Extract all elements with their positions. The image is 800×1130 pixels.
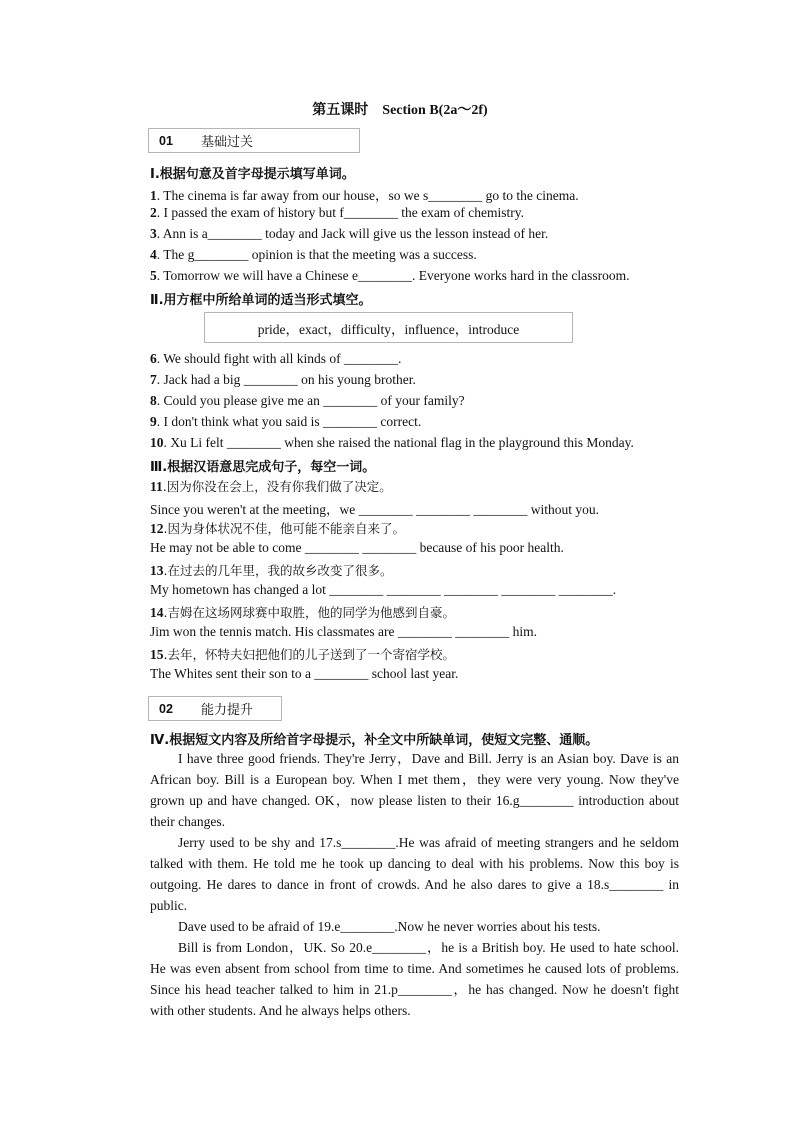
question-number: 7 bbox=[150, 372, 157, 387]
chinese-prompt: .因为身体状况不佳，他可能不能亲自来了。 bbox=[163, 521, 405, 536]
question-1 bbox=[150, 184, 579, 204]
passage-text: African boy. Bill is a European boy. When I met them，they were very young. Now they've bbox=[150, 772, 679, 787]
passage-text: Dave used to be afraid of 19.e________.Now he never worries about his tests. bbox=[178, 919, 601, 934]
question-number: 10 bbox=[150, 435, 164, 450]
passage-text: Since his head teacher talked to him in 21.p________，he has changed. Now he doesn't fight bbox=[150, 982, 679, 997]
question-2 bbox=[150, 205, 524, 221]
section-number: 01 bbox=[159, 133, 173, 148]
passage-line bbox=[150, 895, 679, 916]
question-text: . Ann is a________ today and Jack will give us the lesson instead of her. bbox=[156, 226, 549, 241]
question-12-prompt bbox=[150, 519, 405, 537]
question-number: 14 bbox=[150, 605, 164, 620]
section-number: 02 bbox=[159, 701, 173, 716]
question-13-sentence: My hometown has changed a lot ________ ________ ________ ________ ________. bbox=[150, 582, 617, 597]
part2-heading: Ⅱ.用方框中所给单词的适当形式填空。 bbox=[150, 293, 372, 308]
question-number: 13 bbox=[150, 563, 164, 578]
question-text: . Could you please give me an ________ of your family? bbox=[156, 393, 465, 408]
question-12-sentence: He may not be able to come ________ ________ because of his poor health. bbox=[150, 540, 564, 555]
question-number: 15 bbox=[150, 647, 164, 662]
passage-line bbox=[150, 853, 679, 874]
passage-line bbox=[150, 916, 679, 937]
question-text: . Jack had a big ________ on his young brother. bbox=[156, 372, 416, 387]
page-title: 第五课时 Section B(2a～2f) bbox=[312, 103, 488, 118]
question-number: 6 bbox=[150, 351, 157, 366]
passage-text: I have three good friends. They're Jerry，Dave and Bill. Jerry is an Asian boy. Dave is an bbox=[178, 751, 679, 766]
passage-text: talked with them. He told me he took up dancing to deal with his problems. Now this boy is bbox=[150, 856, 679, 871]
passage-line bbox=[150, 979, 679, 1000]
passage-line bbox=[150, 937, 679, 958]
question-14-prompt bbox=[150, 603, 455, 621]
question-number: 1 bbox=[150, 188, 157, 203]
question-number: 11 bbox=[150, 479, 163, 494]
section-label: 能力提升 bbox=[201, 703, 254, 718]
section-box-advanced bbox=[148, 696, 282, 721]
section-box-basic bbox=[148, 128, 360, 153]
question-10 bbox=[150, 435, 634, 451]
chinese-prompt: .去年，怀特夫妇把他们的儿子送到了一个寄宿学校。 bbox=[163, 647, 455, 662]
passage-text: with other students. And he always helps others. bbox=[150, 1003, 411, 1018]
question-text: . I don't think what you said is ________ correct. bbox=[156, 414, 422, 429]
passage-line bbox=[150, 874, 679, 895]
question-9 bbox=[150, 414, 421, 430]
question-text: . Xu Li felt ________ when she raised the national flag in the playground this Monday. bbox=[163, 435, 634, 450]
part4-heading: Ⅳ.根据短文内容及所给首字母提示，补全文中所缺单词，使短文完整、通顺。 bbox=[150, 733, 599, 748]
passage-text: Jerry used to be shy and 17.s________.He was afraid of meeting strangers and he seldom bbox=[178, 835, 679, 850]
question-3 bbox=[150, 226, 548, 242]
question-number: 12 bbox=[150, 521, 164, 536]
passage-text: their changes. bbox=[150, 814, 225, 829]
question-11-sentence: Since you weren't at the meeting，we ________ ________ ________ without you. bbox=[150, 502, 599, 517]
question-4 bbox=[150, 247, 477, 263]
passage-text: outgoing. He dares to dance in front of crowds. And he also dares to give a 18.s________ in bbox=[150, 877, 679, 892]
question-number: 5 bbox=[150, 268, 157, 283]
chinese-prompt: .在过去的几年里，我的故乡改变了很多。 bbox=[163, 563, 393, 578]
section-label: 基础过关 bbox=[201, 135, 254, 150]
question-number: 2 bbox=[150, 205, 157, 220]
question-8 bbox=[150, 393, 465, 409]
question-text: . I passed the exam of history but f________ the exam of chemistry. bbox=[156, 205, 525, 220]
passage-line bbox=[150, 832, 679, 853]
question-number: 4 bbox=[150, 247, 157, 262]
passage-paragraph-2 bbox=[150, 832, 679, 916]
part1-heading: Ⅰ.根据句意及首字母提示填写单词。 bbox=[150, 167, 355, 182]
passage-line bbox=[150, 1000, 679, 1021]
passage-paragraph-4 bbox=[150, 937, 679, 1021]
question-number: 8 bbox=[150, 393, 157, 408]
question-14-sentence: Jim won the tennis match. His classmates are ________ ________ him. bbox=[150, 624, 537, 639]
question-13-prompt bbox=[150, 561, 392, 579]
question-15-sentence: The Whites sent their son to a ________ school last year. bbox=[150, 666, 459, 681]
passage-line bbox=[150, 811, 679, 832]
chinese-prompt: .因为你没在会上，没有你我们做了决定。 bbox=[162, 479, 392, 494]
question-number: 9 bbox=[150, 414, 157, 429]
part3-heading: Ⅲ.根据汉语意思完成句子，每空一词。 bbox=[150, 460, 376, 475]
passage-line bbox=[150, 769, 679, 790]
passage-text: Bill is from London，UK. So 20.e________，he is a British boy. He used to hate school. bbox=[178, 940, 679, 955]
question-text: . We should fight with all kinds of ________. bbox=[156, 351, 402, 366]
passage-line bbox=[150, 790, 679, 811]
question-number: 3 bbox=[150, 226, 157, 241]
question-15-prompt bbox=[150, 645, 455, 663]
chinese-prompt: .吉姆在这场网球赛中取胜，他的同学为他感到自豪。 bbox=[163, 605, 455, 620]
question-11-prompt bbox=[150, 477, 392, 495]
passage-text: grown up and have changed. OK，now please listen to their 16.g________ introduction about bbox=[150, 793, 679, 808]
word-bank: pride，exact，difficulty，influence，introduce bbox=[257, 321, 520, 337]
passage-paragraph-1 bbox=[150, 748, 679, 832]
question-text: . Tomorrow we will have a Chinese e________. Everyone works hard in the classroom. bbox=[156, 268, 630, 283]
question-5 bbox=[150, 268, 629, 284]
question-7 bbox=[150, 372, 416, 388]
passage-line bbox=[150, 748, 679, 769]
question-text: . The g________ opinion is that the meeting was a success. bbox=[156, 247, 477, 262]
passage-line bbox=[150, 958, 679, 979]
word-bank-box bbox=[204, 312, 573, 343]
passage-text: He was even absent from school from time to time. And sometimes he caused lots of problems. bbox=[150, 961, 679, 976]
question-text: . The cinema is far away from our house，so we s________ go to the cinema. bbox=[156, 188, 579, 203]
passage-text: public. bbox=[150, 898, 188, 913]
passage-paragraph-3 bbox=[150, 916, 679, 937]
question-6 bbox=[150, 351, 401, 367]
